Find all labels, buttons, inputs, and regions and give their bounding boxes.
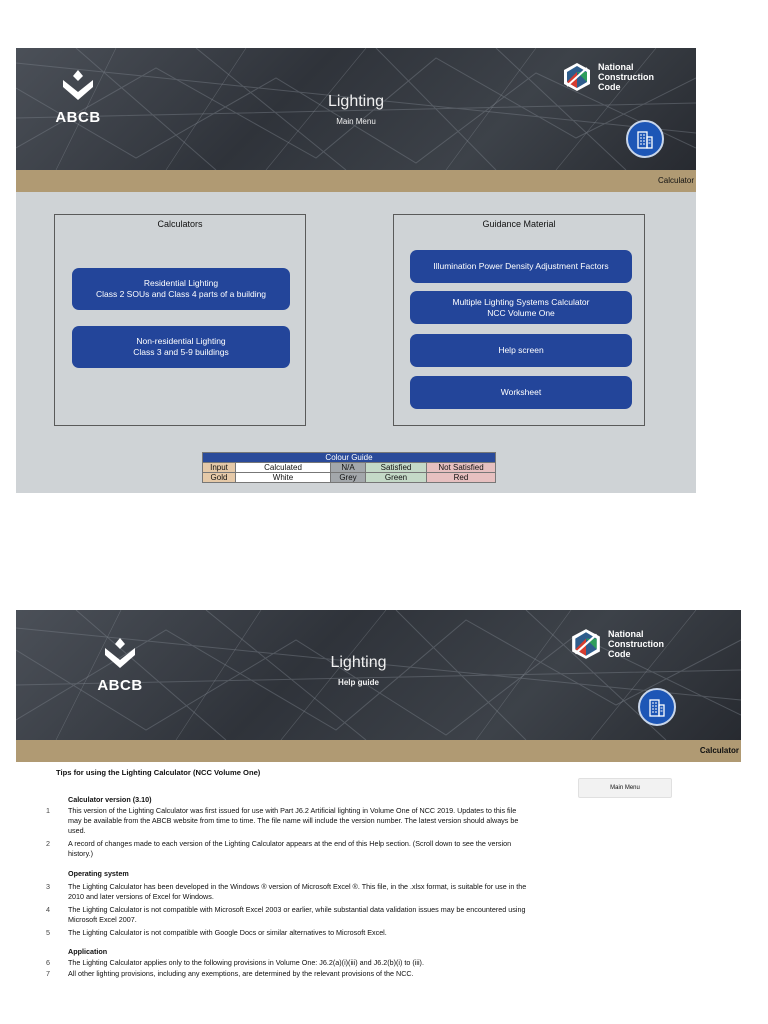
residential-line2: Class 2 SOUs and Class 4 parts of a building — [95, 289, 267, 299]
colour-guide-value-row — [203, 473, 496, 483]
help-abcb-text: ABCB — [97, 677, 143, 694]
calculators-title: Calculators — [157, 219, 203, 229]
main-menu-panel — [16, 48, 696, 493]
section-version: Calculator version (3.10) — [68, 795, 152, 804]
colour-guide-header-row — [203, 463, 496, 473]
section-operating-system: Operating system — [68, 869, 129, 878]
item-number-1: 1 — [46, 806, 50, 815]
help-ncc-text — [608, 629, 664, 659]
ncc-line-1: National — [598, 62, 634, 72]
page-title-block — [16, 93, 696, 126]
residential-lighting-button[interactable] — [72, 268, 290, 310]
abcb-text: ABCB — [55, 109, 101, 126]
item7-line1: All other lighting provisions, including any exemptions, are determined by the relevant provisions of the NCC. — [68, 969, 414, 978]
item1-line3: used. — [68, 826, 86, 835]
item2-line1: A record of changes made to each version of the Lighting Calculator appears at the end of this Help section. (Scroll down to see the version — [68, 839, 512, 848]
help-calculator-label: Calculator — [699, 746, 739, 755]
help-screen-button[interactable] — [410, 334, 632, 367]
item2-line2: history.) — [68, 849, 94, 858]
calculator-bar — [16, 170, 696, 192]
guidance-title: Guidance Material — [482, 219, 556, 229]
residential-line1: Residential Lighting — [143, 278, 219, 288]
help-ncc-hexagon-icon — [570, 628, 602, 660]
item-number-5: 5 — [46, 928, 50, 937]
help-header-banner — [16, 610, 741, 740]
section-application: Application — [68, 947, 108, 956]
item-number-2: 2 — [46, 839, 50, 848]
item1-line2: may be available from the ABCB website from time to time. The file name will include the version number. The latest version should always be — [68, 816, 519, 825]
calculators-box — [54, 214, 306, 426]
cg-header-not-satisfied: Not Satisfied — [427, 463, 496, 473]
help-label: Help screen — [498, 345, 544, 355]
ncc-text — [598, 62, 654, 92]
ipd-label: Illumination Power Density Adjustment Factors — [433, 261, 609, 271]
worksheet-button[interactable] — [410, 376, 632, 409]
cg-value-white: White — [236, 473, 331, 483]
cg-header-satisfied: Satisfied — [366, 463, 427, 473]
building-glyph — [636, 129, 654, 149]
calculator-label: Calculator — [657, 176, 694, 185]
help-page-subtitle: Help guide — [338, 678, 379, 687]
nonresidential-line1: Non-residential Lighting — [136, 336, 226, 346]
building-icon — [626, 120, 664, 158]
help-ncc-logo — [570, 628, 664, 660]
help-ncc-line-3: Code — [608, 649, 631, 659]
cg-value-green: Green — [366, 473, 427, 483]
item3-line1: The Lighting Calculator has been developed in the Windows ® version of Microsoft Excel ®. This file, in the .xlsx format, is suitable for use in the — [68, 882, 527, 891]
guidance-box — [393, 214, 645, 426]
page-subtitle: Main Menu — [336, 117, 376, 126]
multiple-lighting-button[interactable] — [410, 291, 632, 324]
cg-header-calculated: Calculated — [236, 463, 331, 473]
ncc-logo — [562, 62, 654, 92]
cg-header-na: N/A — [331, 463, 366, 473]
help-page-title: Lighting — [330, 654, 387, 671]
item4-line2: Microsoft Excel 2007. — [68, 915, 137, 924]
colour-guide-table — [202, 452, 496, 483]
cg-value-grey: Grey — [331, 473, 366, 483]
help-building-icon — [638, 688, 676, 726]
header-banner — [16, 48, 696, 170]
help-building-glyph — [648, 697, 666, 717]
ncc-line-3: Code — [598, 82, 621, 92]
main-menu-button[interactable]: Main Menu — [578, 778, 672, 798]
ncc-line-2: Construction — [598, 72, 654, 82]
colour-guide-title: Colour Guide — [203, 453, 496, 463]
item-number-3: 3 — [46, 882, 50, 891]
cg-value-red: Red — [427, 473, 496, 483]
help-calculator-bar — [16, 740, 741, 762]
cg-header-input: Input — [203, 463, 236, 473]
worksheet-label: Worksheet — [500, 387, 542, 397]
item-number-6: 6 — [46, 958, 50, 967]
item-number-7: 7 — [46, 969, 50, 978]
help-heading: Tips for using the Lighting Calculator (NCC Volume One) — [56, 768, 261, 777]
ipd-adjustment-button[interactable] — [410, 250, 632, 283]
item4-line1: The Lighting Calculator is not compatible with Microsoft Excel 2003 or earlier, while substantial data validation issues may be encountered using — [68, 905, 526, 914]
help-guide-panel — [16, 610, 741, 1024]
help-ncc-line-1: National — [608, 629, 644, 639]
item-number-4: 4 — [46, 905, 50, 914]
ncc-hexagon-icon — [562, 62, 592, 92]
item6-line1: The Lighting Calculator applies only to the following provisions in Volume One: J6.2(a)(i)(iii) and J6.2(b)(i) to (iii). — [68, 958, 424, 967]
item3-line2: 2010 and later versions of Excel for Windows. — [68, 892, 214, 901]
item5-line1: The Lighting Calculator is not compatible with Google Docs or similar alternatives to Microsoft Excel. — [68, 928, 387, 937]
nonresidential-line2: Class 3 and 5-9 buildings — [133, 347, 229, 357]
page-title: Lighting — [327, 93, 385, 110]
nonresidential-lighting-button[interactable] — [72, 326, 290, 368]
item1-line1: This version of the Lighting Calculator was first issued for use with Part J6.2 Artificial lighting in Volume One of NCC 2019. Updates to this file — [68, 806, 517, 815]
multi-line1: Multiple Lighting Systems Calculator — [452, 296, 590, 307]
cg-value-gold: Gold — [203, 473, 236, 483]
multi-line2: NCC Volume One — [487, 307, 555, 318]
help-ncc-line-2: Construction — [608, 639, 664, 649]
